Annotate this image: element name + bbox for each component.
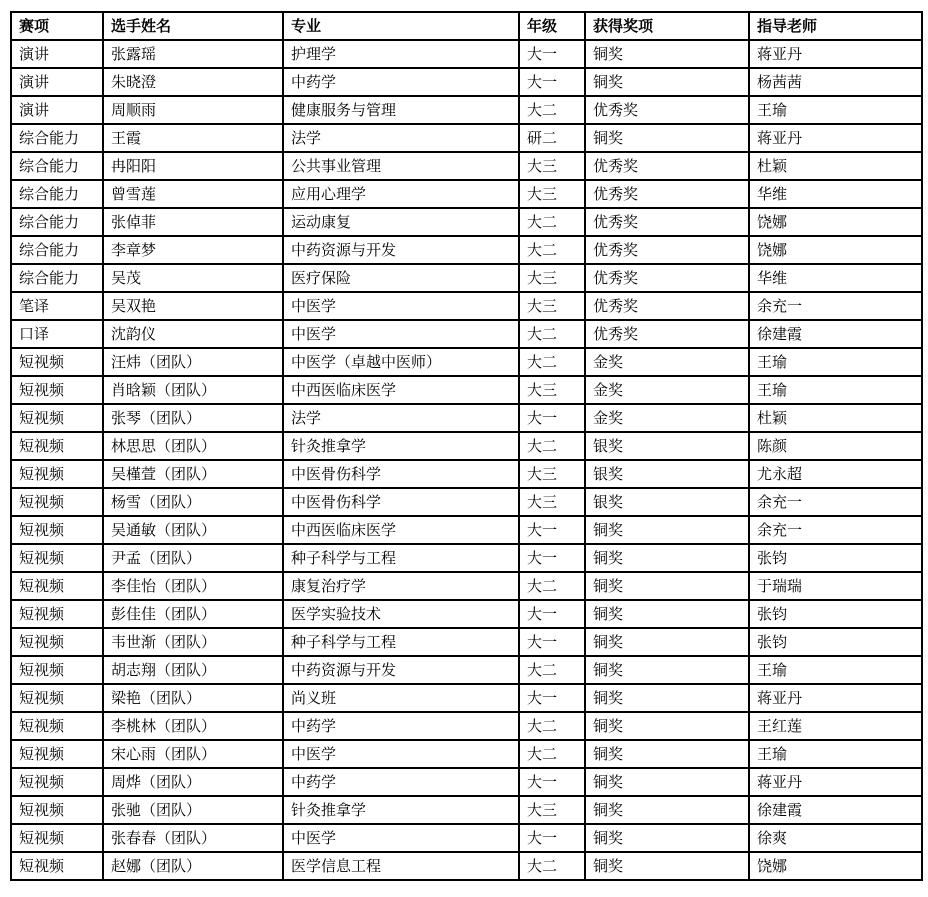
cell-major: 法学 — [283, 404, 519, 432]
cell-major: 医学实验技术 — [283, 600, 519, 628]
cell-advisor: 蒋亚丹 — [749, 684, 922, 712]
cell-event: 短视频 — [11, 600, 103, 628]
cell-advisor: 徐建霞 — [749, 796, 922, 824]
cell-name: 杨雪（团队） — [103, 488, 283, 516]
cell-award: 银奖 — [585, 488, 749, 516]
cell-advisor: 余充一 — [749, 292, 922, 320]
cell-name: 梁艳（团队） — [103, 684, 283, 712]
cell-award: 优秀奖 — [585, 320, 749, 348]
cell-name: 吴茂 — [103, 264, 283, 292]
table-row — [11, 152, 922, 180]
table-row — [11, 320, 922, 348]
cell-advisor: 华维 — [749, 264, 922, 292]
cell-grade: 大三 — [519, 796, 585, 824]
cell-advisor: 陈颜 — [749, 432, 922, 460]
cell-grade: 大三 — [519, 264, 585, 292]
table-row — [11, 572, 922, 600]
cell-advisor: 王瑜 — [749, 656, 922, 684]
table-row — [11, 180, 922, 208]
cell-advisor: 饶娜 — [749, 208, 922, 236]
cell-award: 金奖 — [585, 348, 749, 376]
cell-award: 铜奖 — [585, 656, 749, 684]
cell-advisor: 王瑜 — [749, 96, 922, 124]
cell-grade: 大一 — [519, 404, 585, 432]
cell-award: 铜奖 — [585, 824, 749, 852]
cell-event: 短视频 — [11, 348, 103, 376]
column-header-major: 专业 — [283, 12, 519, 40]
cell-award: 铜奖 — [585, 796, 749, 824]
cell-award: 铜奖 — [585, 712, 749, 740]
cell-grade: 大二 — [519, 852, 585, 880]
cell-event: 综合能力 — [11, 264, 103, 292]
cell-event: 综合能力 — [11, 208, 103, 236]
table-row — [11, 208, 922, 236]
cell-event: 短视频 — [11, 404, 103, 432]
table-row — [11, 852, 922, 880]
cell-award: 铜奖 — [585, 68, 749, 96]
cell-grade: 大二 — [519, 656, 585, 684]
cell-name: 朱晓澄 — [103, 68, 283, 96]
cell-major: 应用心理学 — [283, 180, 519, 208]
cell-event: 演讲 — [11, 40, 103, 68]
table-row — [11, 740, 922, 768]
cell-advisor: 王瑜 — [749, 348, 922, 376]
cell-advisor: 杜颖 — [749, 152, 922, 180]
cell-name: 林思思（团队） — [103, 432, 283, 460]
cell-name: 吴槿萱（团队） — [103, 460, 283, 488]
table-row — [11, 488, 922, 516]
cell-name: 曾雪莲 — [103, 180, 283, 208]
cell-event: 短视频 — [11, 572, 103, 600]
cell-award: 优秀奖 — [585, 236, 749, 264]
cell-award: 优秀奖 — [585, 180, 749, 208]
awards-table — [10, 11, 923, 881]
cell-award: 金奖 — [585, 404, 749, 432]
cell-event: 演讲 — [11, 68, 103, 96]
cell-advisor: 张钧 — [749, 628, 922, 656]
cell-event: 短视频 — [11, 628, 103, 656]
cell-major: 运动康复 — [283, 208, 519, 236]
cell-award: 金奖 — [585, 376, 749, 404]
column-header-grade: 年级 — [519, 12, 585, 40]
cell-grade: 大二 — [519, 348, 585, 376]
cell-name: 赵娜（团队） — [103, 852, 283, 880]
cell-name: 汪炜（团队） — [103, 348, 283, 376]
table-row — [11, 796, 922, 824]
cell-event: 综合能力 — [11, 180, 103, 208]
cell-major: 医疗保险 — [283, 264, 519, 292]
cell-grade: 大一 — [519, 600, 585, 628]
cell-award: 优秀奖 — [585, 208, 749, 236]
cell-event: 综合能力 — [11, 124, 103, 152]
cell-award: 铜奖 — [585, 516, 749, 544]
cell-advisor: 王瑜 — [749, 376, 922, 404]
cell-award: 铜奖 — [585, 740, 749, 768]
cell-major: 种子科学与工程 — [283, 628, 519, 656]
cell-major: 种子科学与工程 — [283, 544, 519, 572]
cell-award: 铜奖 — [585, 544, 749, 572]
cell-event: 口译 — [11, 320, 103, 348]
cell-major: 中医学 — [283, 320, 519, 348]
cell-major: 中药学 — [283, 68, 519, 96]
cell-grade: 大二 — [519, 432, 585, 460]
table-row — [11, 628, 922, 656]
table-row — [11, 768, 922, 796]
cell-name: 冉阳阳 — [103, 152, 283, 180]
cell-advisor: 余充一 — [749, 488, 922, 516]
cell-event: 短视频 — [11, 712, 103, 740]
cell-major: 中药学 — [283, 768, 519, 796]
cell-grade: 大三 — [519, 292, 585, 320]
cell-advisor: 华维 — [749, 180, 922, 208]
cell-event: 综合能力 — [11, 152, 103, 180]
column-header-award: 获得奖项 — [585, 12, 749, 40]
cell-major: 公共事业管理 — [283, 152, 519, 180]
cell-name: 李桃林（团队） — [103, 712, 283, 740]
cell-name: 周顺雨 — [103, 96, 283, 124]
table-row — [11, 124, 922, 152]
cell-major: 针灸推拿学 — [283, 796, 519, 824]
cell-event: 短视频 — [11, 460, 103, 488]
table-row — [11, 684, 922, 712]
cell-advisor: 余充一 — [749, 516, 922, 544]
cell-award: 铜奖 — [585, 40, 749, 68]
cell-grade: 大一 — [519, 684, 585, 712]
cell-event: 短视频 — [11, 432, 103, 460]
table-row — [11, 432, 922, 460]
table-row — [11, 544, 922, 572]
table-row — [11, 460, 922, 488]
table-row — [11, 516, 922, 544]
cell-award: 优秀奖 — [585, 292, 749, 320]
table-row — [11, 40, 922, 68]
cell-name: 胡志翔（团队） — [103, 656, 283, 684]
column-header-advisor: 指导老师 — [749, 12, 922, 40]
cell-award: 铜奖 — [585, 124, 749, 152]
cell-event: 短视频 — [11, 376, 103, 404]
cell-major: 中医学 — [283, 292, 519, 320]
cell-advisor: 蒋亚丹 — [749, 40, 922, 68]
cell-major: 中药资源与开发 — [283, 236, 519, 264]
cell-event: 短视频 — [11, 768, 103, 796]
cell-major: 中医学 — [283, 824, 519, 852]
cell-name: 尹孟（团队） — [103, 544, 283, 572]
table-row — [11, 656, 922, 684]
cell-advisor: 徐爽 — [749, 824, 922, 852]
cell-advisor: 杜颖 — [749, 404, 922, 432]
cell-major: 中医骨伤科学 — [283, 488, 519, 516]
cell-advisor: 于瑞瑞 — [749, 572, 922, 600]
cell-advisor: 蒋亚丹 — [749, 124, 922, 152]
cell-grade: 大一 — [519, 516, 585, 544]
table-row — [11, 376, 922, 404]
cell-event: 短视频 — [11, 656, 103, 684]
cell-advisor: 饶娜 — [749, 852, 922, 880]
cell-award: 铜奖 — [585, 572, 749, 600]
cell-major: 中西医临床医学 — [283, 376, 519, 404]
cell-major: 法学 — [283, 124, 519, 152]
cell-grade: 大三 — [519, 376, 585, 404]
cell-award: 优秀奖 — [585, 96, 749, 124]
cell-grade: 大二 — [519, 740, 585, 768]
cell-name: 张琴（团队） — [103, 404, 283, 432]
cell-advisor: 徐建霞 — [749, 320, 922, 348]
cell-name: 李章梦 — [103, 236, 283, 264]
cell-advisor: 王瑜 — [749, 740, 922, 768]
cell-event: 短视频 — [11, 824, 103, 852]
table-row — [11, 264, 922, 292]
cell-advisor: 尤永超 — [749, 460, 922, 488]
cell-event: 短视频 — [11, 488, 103, 516]
cell-major: 护理学 — [283, 40, 519, 68]
cell-name: 吴通敏（团队） — [103, 516, 283, 544]
header-row — [11, 12, 922, 40]
cell-award: 铜奖 — [585, 628, 749, 656]
column-header-event: 赛项 — [11, 12, 103, 40]
column-header-name: 选手姓名 — [103, 12, 283, 40]
cell-major: 中医学（卓越中医师） — [283, 348, 519, 376]
cell-award: 铜奖 — [585, 852, 749, 880]
cell-grade: 大三 — [519, 460, 585, 488]
cell-event: 短视频 — [11, 544, 103, 572]
cell-grade: 大一 — [519, 40, 585, 68]
cell-event: 综合能力 — [11, 236, 103, 264]
cell-event: 短视频 — [11, 684, 103, 712]
cell-major: 针灸推拿学 — [283, 432, 519, 460]
cell-advisor: 蒋亚丹 — [749, 768, 922, 796]
cell-major: 中医骨伤科学 — [283, 460, 519, 488]
cell-event: 笔译 — [11, 292, 103, 320]
cell-name: 张倬菲 — [103, 208, 283, 236]
cell-major: 中药学 — [283, 712, 519, 740]
cell-event: 短视频 — [11, 740, 103, 768]
table-row — [11, 68, 922, 96]
cell-name: 沈韵仪 — [103, 320, 283, 348]
table-body — [11, 40, 922, 880]
cell-grade: 大三 — [519, 152, 585, 180]
cell-advisor: 杨茜茜 — [749, 68, 922, 96]
table-row — [11, 348, 922, 376]
table-row — [11, 712, 922, 740]
cell-award: 银奖 — [585, 432, 749, 460]
cell-award: 优秀奖 — [585, 264, 749, 292]
cell-grade: 大三 — [519, 180, 585, 208]
cell-award: 铜奖 — [585, 768, 749, 796]
cell-major: 康复治疗学 — [283, 572, 519, 600]
cell-grade: 大二 — [519, 572, 585, 600]
table-row — [11, 404, 922, 432]
cell-major: 中医学 — [283, 740, 519, 768]
cell-name: 彭佳佳（团队） — [103, 600, 283, 628]
cell-major: 中西医临床医学 — [283, 516, 519, 544]
cell-name: 张露瑶 — [103, 40, 283, 68]
cell-name: 宋心雨（团队） — [103, 740, 283, 768]
cell-major: 尚义班 — [283, 684, 519, 712]
cell-grade: 大二 — [519, 236, 585, 264]
cell-name: 吴双艳 — [103, 292, 283, 320]
cell-award: 铜奖 — [585, 600, 749, 628]
cell-name: 王霞 — [103, 124, 283, 152]
cell-grade: 大一 — [519, 68, 585, 96]
cell-name: 张春春（团队） — [103, 824, 283, 852]
cell-advisor: 张钧 — [749, 600, 922, 628]
cell-award: 优秀奖 — [585, 152, 749, 180]
cell-name: 肖晗颖（团队） — [103, 376, 283, 404]
cell-name: 韦世渐（团队） — [103, 628, 283, 656]
cell-name: 周烨（团队） — [103, 768, 283, 796]
cell-grade: 大二 — [519, 320, 585, 348]
cell-grade: 大一 — [519, 824, 585, 852]
cell-name: 张驰（团队） — [103, 796, 283, 824]
cell-award: 铜奖 — [585, 684, 749, 712]
cell-advisor: 饶娜 — [749, 236, 922, 264]
cell-major: 中药资源与开发 — [283, 656, 519, 684]
cell-grade: 大一 — [519, 628, 585, 656]
cell-grade: 大二 — [519, 96, 585, 124]
table-row — [11, 600, 922, 628]
table-row — [11, 292, 922, 320]
cell-grade: 大二 — [519, 712, 585, 740]
cell-event: 短视频 — [11, 796, 103, 824]
cell-advisor: 张钧 — [749, 544, 922, 572]
cell-grade: 大一 — [519, 544, 585, 572]
cell-award: 银奖 — [585, 460, 749, 488]
cell-major: 健康服务与管理 — [283, 96, 519, 124]
cell-event: 演讲 — [11, 96, 103, 124]
cell-grade: 大三 — [519, 488, 585, 516]
cell-event: 短视频 — [11, 852, 103, 880]
cell-grade: 研二 — [519, 124, 585, 152]
cell-event: 短视频 — [11, 516, 103, 544]
cell-grade: 大二 — [519, 208, 585, 236]
cell-advisor: 王红莲 — [749, 712, 922, 740]
table-row — [11, 824, 922, 852]
cell-major: 医学信息工程 — [283, 852, 519, 880]
cell-grade: 大一 — [519, 768, 585, 796]
cell-name: 李佳怡（团队） — [103, 572, 283, 600]
table-row — [11, 96, 922, 124]
table-row — [11, 236, 922, 264]
